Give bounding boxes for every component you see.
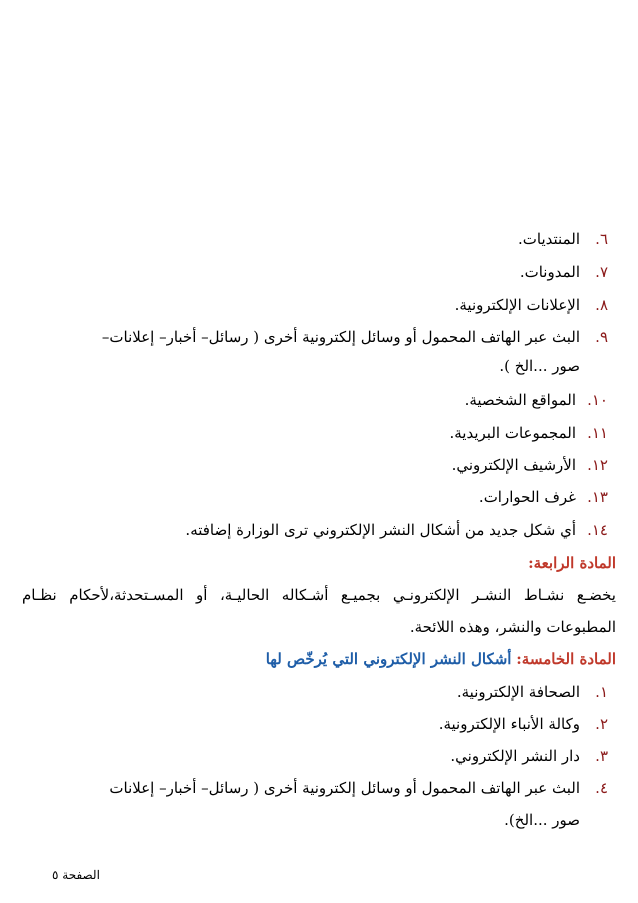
list-text: الإعلانات الإلكترونية.: [454, 296, 580, 314]
list-number: ١٠.: [587, 391, 608, 409]
list-item: [22, 420, 608, 446]
list-text: أي شكل جديد من أشكال النشر الإلكتروني ترى الوزارة إضافته.: [185, 521, 576, 539]
list-text: المجموعات البريدية.: [449, 424, 576, 442]
article4-paragraph-line2: المطبوعات والنشر، وهذه اللائحة.: [409, 618, 616, 636]
article5-heading: المادة الخامسة:: [516, 650, 616, 668]
list-item: [22, 517, 608, 543]
list-text: الصحافة الإلكترونية.: [456, 683, 580, 701]
page-number: الصفحة ٥: [52, 868, 100, 882]
list-item: [22, 775, 608, 801]
article4-heading: المادة الرابعة:: [528, 554, 616, 572]
list-item: [22, 711, 608, 737]
list-text: وكالة الأنباء الإلكترونية.: [438, 715, 580, 733]
list-number: ٩.: [595, 328, 608, 346]
list-number: ١١.: [587, 424, 608, 442]
list-number: ١٤.: [587, 521, 608, 539]
list-item: [22, 292, 608, 318]
list-item: [22, 324, 608, 350]
list-text: البث عبر الهاتف المحمول أو وسائل إلكترونية أخرى ( رسائل– أخبار– إعلانات: [109, 779, 580, 797]
list-text: الأرشيف الإلكتروني.: [451, 456, 576, 474]
list-item-continuation: [22, 807, 580, 833]
article5-subheading: أشكال النشر الإلكتروني التي يُرخّص لها: [265, 650, 512, 668]
list-number: ٣.: [595, 747, 608, 765]
list-item: [22, 743, 608, 769]
list-number: ١٣.: [587, 488, 608, 506]
list-item: [22, 452, 608, 478]
list-number: ٦.: [595, 230, 608, 248]
list-item-continuation: [22, 353, 580, 379]
article4-paragraph-line1: يخضـع نشـاط النشـر الإلكترونـي بجميـع أشـكاله الحاليـة، أو المسـتحدثة،لأحكام نظـام: [22, 586, 616, 604]
list-item: [22, 226, 608, 252]
list-item: [22, 259, 608, 285]
list-text: دار النشر الإلكتروني.: [450, 747, 580, 765]
list-number: ٨.: [595, 296, 608, 314]
list-number: ٧.: [595, 263, 608, 281]
list-text: المواقع الشخصية.: [464, 391, 576, 409]
list-text-continuation: صور ...الخ ).: [499, 357, 580, 375]
list-text: البث عبر الهاتف المحمول أو وسائل إلكترونية أخرى ( رسائل– أخبار– إعلانات–: [101, 328, 580, 346]
list-number: ١٢.: [587, 456, 608, 474]
list-text-continuation: صور ...الخ).: [504, 811, 580, 829]
list-text: غرف الحوارات.: [478, 488, 576, 506]
list-item: [22, 484, 608, 510]
list-item: [22, 679, 608, 705]
list-item: [22, 387, 608, 413]
list-number: ٤.: [595, 779, 608, 797]
list-text: المنتديات.: [518, 230, 580, 248]
list-number: ٢.: [595, 715, 608, 733]
list-text: المدونات.: [519, 263, 580, 281]
list-number: ١.: [595, 683, 608, 701]
article5-heading-line: [22, 646, 616, 672]
